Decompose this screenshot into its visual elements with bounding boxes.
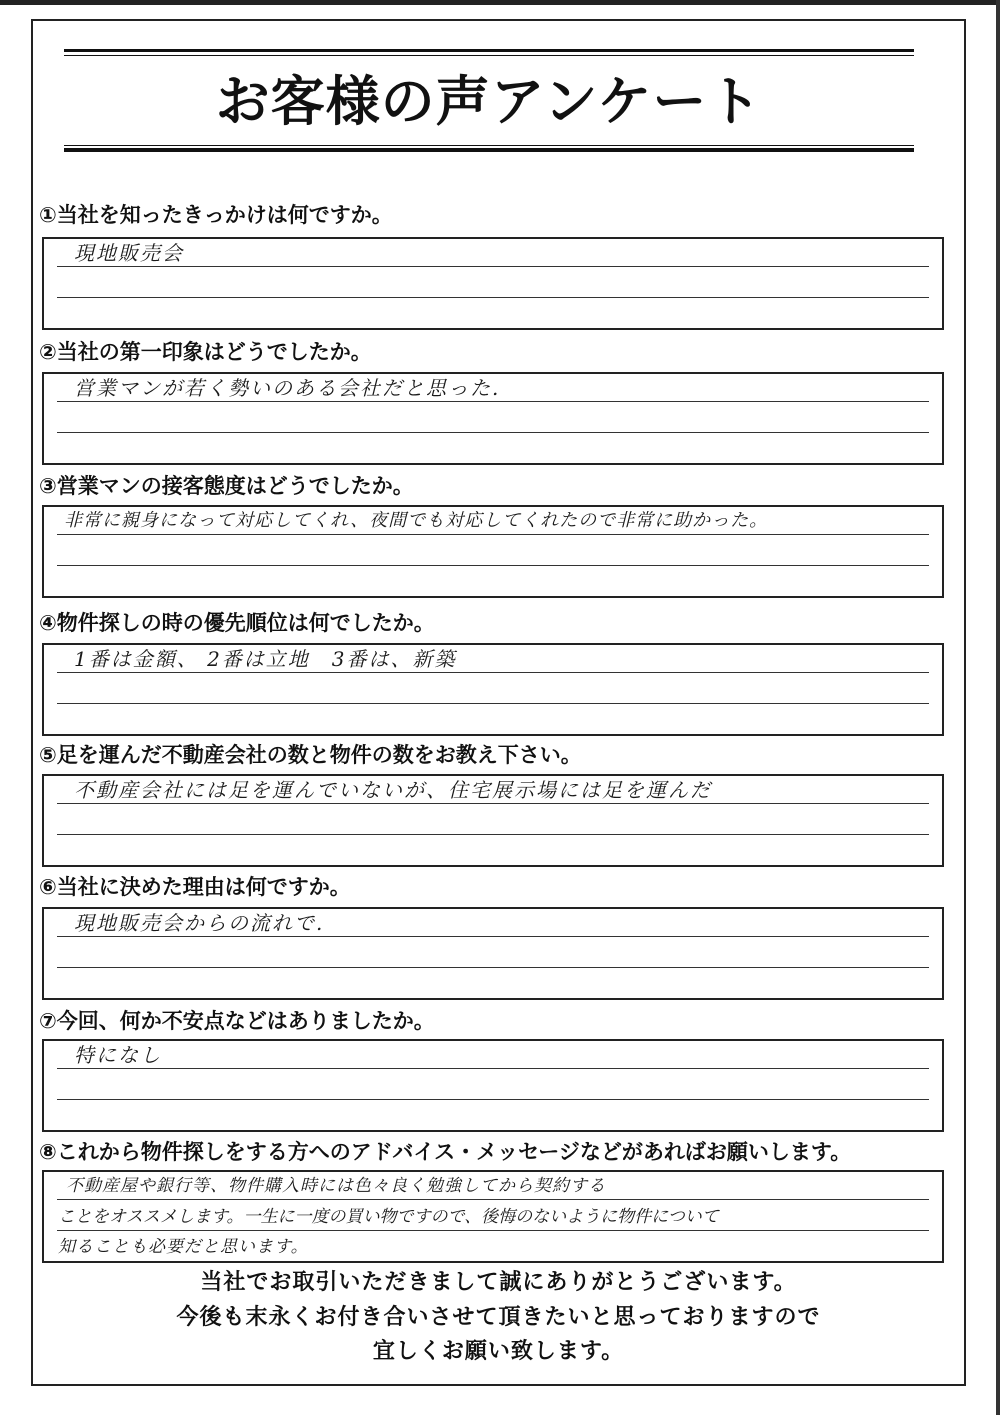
answer-line <box>57 266 929 267</box>
title-rule-top-thick <box>64 49 914 52</box>
answer-line <box>57 432 929 433</box>
answer-3-text: 非常に親身になって対応してくれ、夜間でも対応してくれたので非常に助かった。 <box>64 510 769 531</box>
closing-line-1: 当社でお取引いただきまして誠にありがとうございます。 <box>200 1270 797 1295</box>
answer-box-3 <box>42 505 944 598</box>
question-3: ③営業マンの接客態度はどうでしたか。 <box>39 474 414 498</box>
answer-6-text: 現地販売会からの流れで. <box>74 911 325 935</box>
answer-line <box>57 565 929 566</box>
question-2: ②当社の第一印象はどうでしたか。 <box>39 340 372 364</box>
answer-line <box>57 703 929 704</box>
answer-8-line-1: 不動産屋や銀行等、物件購入時には色々良く勉強してから契約する <box>66 1176 606 1196</box>
closing-line-3: 宜しくお願い致します。 <box>372 1339 625 1364</box>
question-6: ⑥当社に決めた理由は何ですか。 <box>39 875 351 899</box>
answer-line <box>57 834 929 835</box>
closing-line-2: 今後も末永くお付き合いさせて頂きたいと思っておりますので <box>176 1305 821 1330</box>
question-5: ⑤足を運んだ不動産会社の数と物件の数をお教え下さい。 <box>39 743 582 767</box>
answer-1-text: 現地販売会 <box>74 241 184 265</box>
answer-line <box>57 1099 929 1100</box>
answer-box-4 <box>42 643 944 736</box>
answer-line <box>57 967 929 968</box>
answer-7-text: 特になし <box>74 1043 162 1067</box>
scan-edge-right <box>996 0 1000 1415</box>
answer-box-8 <box>42 1170 944 1263</box>
answer-line <box>57 297 929 298</box>
question-7: ⑦今回、何か不安点などはありましたか。 <box>39 1009 435 1033</box>
answer-box-6 <box>42 907 944 1000</box>
answer-box-2 <box>42 372 944 465</box>
answer-box-1 <box>42 237 944 330</box>
answer-8-line-3: 知ることも必要だと思います。 <box>58 1237 309 1257</box>
answer-2-text: 営業マンが若く勢いのある会社だと思った. <box>74 376 501 400</box>
question-1: ①当社を知ったきっかけは何ですか。 <box>39 203 393 227</box>
answer-5-text: 不動産会社には足を運んでいないが、住宅展示場には足を運んだ <box>74 778 712 802</box>
question-4: ④物件探しの時の優先順位は何でしたか。 <box>39 611 435 635</box>
answer-box-7 <box>42 1039 944 1132</box>
answer-8-line-2: ことをオススメします。一生に一度の買い物ですので、後悔のないように物件について <box>58 1207 719 1227</box>
title-rule-top-thin <box>64 55 914 56</box>
page-title: お客様の声アンケート <box>215 70 763 133</box>
question-8: ⑧これから物件探しをする方へのアドバイス・メッセージなどがあればお願いします。 <box>39 1140 852 1164</box>
answer-4-text: 1番は金額、 2番は立地 3番は、新築 <box>74 647 457 671</box>
title-rule-bottom-thin <box>64 145 914 146</box>
answer-line <box>57 1068 929 1069</box>
title-rule-bottom-thick <box>64 148 914 152</box>
scan-edge-top <box>0 0 1000 5</box>
answer-box-5 <box>42 774 944 867</box>
